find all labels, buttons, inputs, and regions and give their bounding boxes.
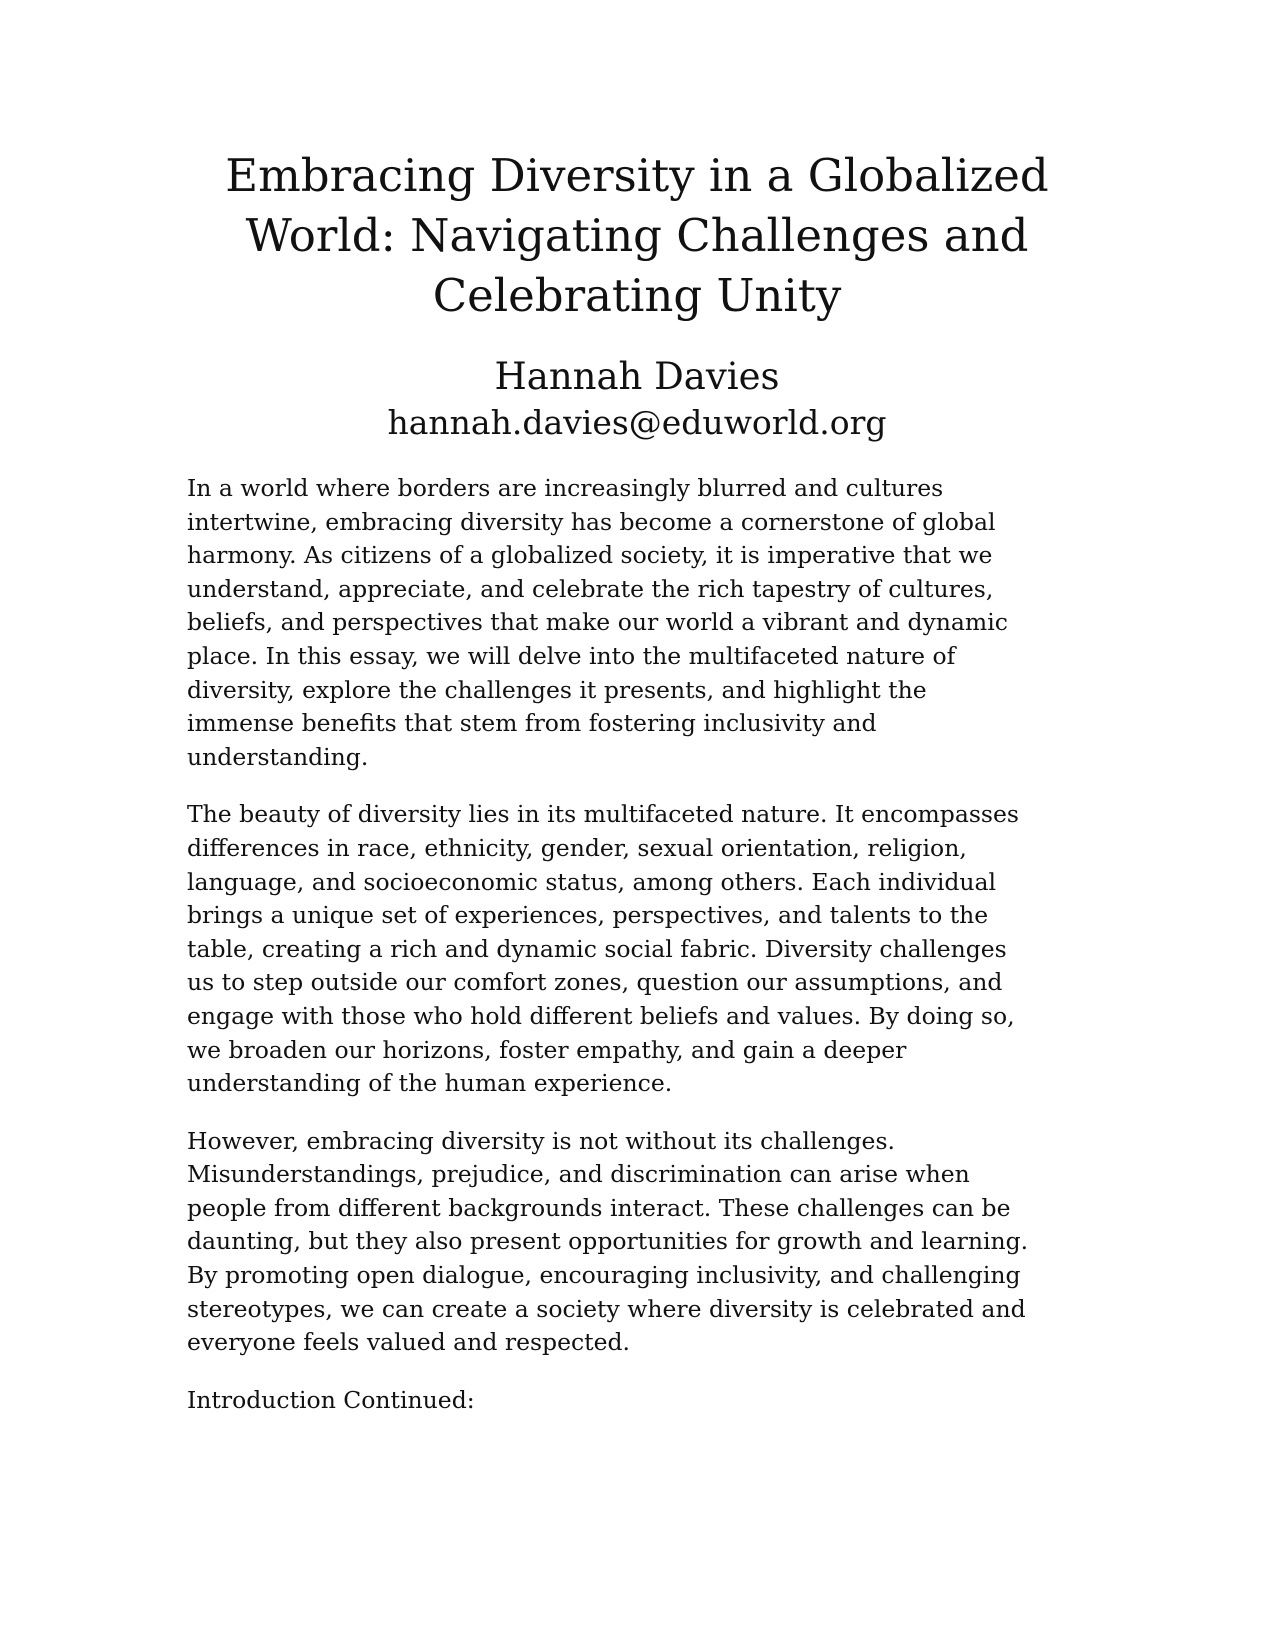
text-line: immense benefits that stem from fostering inclusivity and xyxy=(187,709,877,738)
text-line: The beauty of diversity lies in its multifaceted nature. It encompasses xyxy=(187,800,1019,829)
text-line: we broaden our horizons, foster empathy, and gain a deeper xyxy=(187,1035,907,1064)
author-name: Hannah Davies xyxy=(494,355,780,398)
text-line: understanding of the human experience. xyxy=(187,1069,673,1098)
paragraph xyxy=(187,1125,1107,1360)
text-line: stereotypes, we can create a society where diversity is celebrated and xyxy=(187,1294,1026,1323)
text-line: beliefs, and perspectives that make our world a vibrant and dynamic xyxy=(187,608,1008,637)
text-line: understand, appreciate, and celebrate the rich tapestry of cultures, xyxy=(187,574,994,603)
text-line: understanding. xyxy=(187,742,369,771)
text-line: By promoting open dialogue, encouraging inclusivity, and challenging xyxy=(187,1261,1021,1290)
text-line: table, creating a rich and dynamic social fabric. Diversity challenges xyxy=(187,934,1007,963)
document-title xyxy=(187,146,1087,326)
text-line: brings a unique set of experiences, perspectives, and talents to the xyxy=(187,901,989,930)
text-line: Misunderstandings, prejudice, and discrimination can arise when xyxy=(187,1160,970,1189)
paragraph xyxy=(187,472,1107,774)
title-line: Celebrating Unity xyxy=(432,269,842,322)
text-line: engage with those who hold different beliefs and values. By doing so, xyxy=(187,1001,1015,1030)
paragraph xyxy=(187,798,1107,1100)
title-line: World: Navigating Challenges and xyxy=(245,209,1029,262)
text-line: place. In this essay, we will delve into the multifaceted nature of xyxy=(187,641,956,670)
text-line: daunting, but they also present opportunities for growth and learning. xyxy=(187,1227,1029,1256)
text-line: differences in race, ethnicity, gender, sexual orientation, religion, xyxy=(187,833,967,862)
document-body xyxy=(187,472,1107,1441)
text-line: everyone feels valued and respected. xyxy=(187,1328,631,1357)
text-line: diversity, explore the challenges it presents, and highlight the xyxy=(187,675,927,704)
text-line: intertwine, embracing diversity has become a cornerstone of global xyxy=(187,507,996,536)
text-line: us to step outside our comfort zones, question our assumptions, and xyxy=(187,968,1003,997)
text-line: people from different backgrounds interact. These challenges can be xyxy=(187,1193,1011,1222)
text-line: language, and socioeconomic status, among others. Each individual xyxy=(187,867,997,896)
text-line: harmony. As citizens of a globalized society, it is imperative that we xyxy=(187,541,993,570)
section-heading xyxy=(187,1384,1107,1418)
text-line: Introduction Continued: xyxy=(187,1385,475,1414)
author-email: hannah.davies@eduworld.org xyxy=(387,403,887,442)
text-line: In a world where borders are increasingly blurred and cultures xyxy=(187,474,944,502)
title-line: Embracing Diversity in a Globalized xyxy=(225,149,1049,202)
text-line: However, embracing diversity is not without its challenges. xyxy=(187,1126,895,1155)
